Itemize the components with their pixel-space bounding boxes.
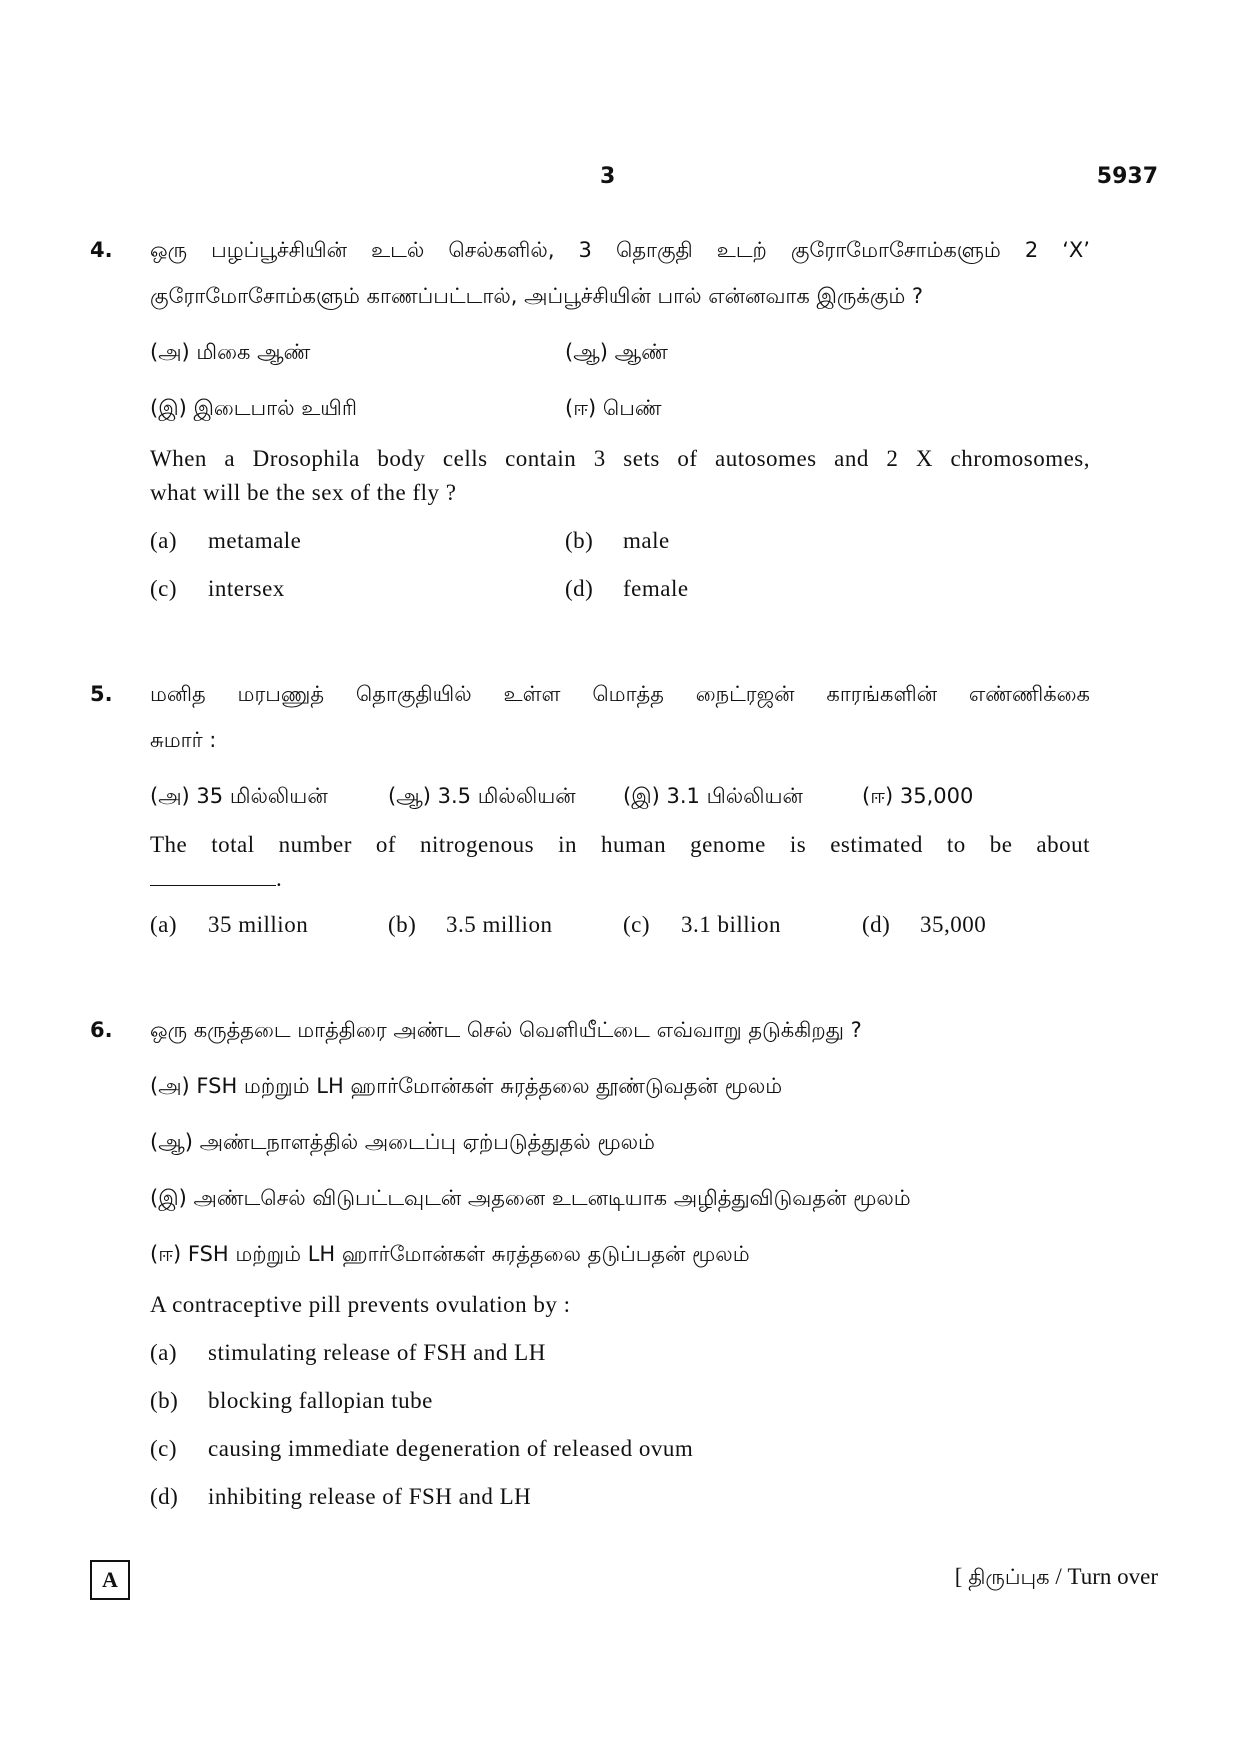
option-label: (d) [862, 912, 891, 937]
option-ta [862, 784, 973, 811]
option-label: (b) [565, 528, 594, 553]
question-text-ta: மனித மரபணுத் தொகுதியில் உள்ள மொத்த நைட்ரஜன் காரங்களின் எண்ணிக்கை [150, 682, 1090, 706]
turn-prefix: [ [954, 1564, 969, 1589]
option-label: (ஆ) [565, 340, 608, 364]
option-label: (ஆ) [150, 1130, 193, 1154]
option-text: 35,000 [899, 784, 974, 808]
option-label: (ஈ) [862, 784, 894, 808]
option-en [388, 912, 552, 938]
question-text-en: When a Drosophila body cells contain 3 sets of autosomes and 2 X chromosomes, [150, 446, 1090, 471]
option-label: (அ) [150, 1074, 190, 1098]
option-en [150, 576, 285, 602]
option-text: 35,000 [920, 912, 987, 937]
page-number: 3 [600, 164, 616, 189]
option-ta [150, 1242, 750, 1269]
option-text: causing immediate degeneration of released ovum [208, 1436, 694, 1461]
option-label: (a) [150, 912, 178, 937]
option-label: (c) [623, 912, 651, 937]
turn-separator: / [1049, 1564, 1068, 1589]
question-text-ta: குரோமோசோம்களும் காணப்பட்டால், அப்பூச்சியின் பால் என்னவாக இருக்கும் ? [150, 284, 924, 308]
option-en [150, 1484, 531, 1510]
option-ta [565, 396, 662, 423]
option-ta [150, 784, 328, 811]
option-label: (ஆ) [388, 784, 431, 808]
option-en [150, 1340, 546, 1366]
option-ta [565, 340, 668, 367]
blank-suffix: . [276, 866, 283, 891]
turn-over-note [955, 1564, 1158, 1592]
option-text: stimulating release of FSH and LH [208, 1340, 546, 1365]
option-text: FSH மற்றும் LH ஹார்மோன்கள் சுரத்தலை தூண்டுவதன் மூலம் [196, 1074, 783, 1098]
question-text-ta: ஒரு பழப்பூச்சியின் உடல் செல்களில், 3 தொகுதி உடற் குரோமோசோம்களும் 2 ‘X’ [150, 238, 1090, 262]
option-text: male [623, 528, 670, 553]
option-label: (b) [388, 912, 417, 937]
question-text-ta: சுமார் : [150, 728, 217, 752]
option-text: பெண் [602, 396, 662, 420]
option-ta [150, 1074, 782, 1101]
answer-blank [150, 866, 282, 892]
option-label: (இ) [150, 1186, 187, 1210]
option-en [150, 528, 301, 554]
option-en [623, 912, 781, 938]
question-text-en: The total number of nitrogenous in human genome is estimated to be about [150, 832, 1090, 857]
option-ta [150, 340, 310, 367]
option-text: blocking fallopian tube [208, 1388, 433, 1413]
option-text: மிகை ஆண் [196, 340, 311, 364]
option-label: (ஈ) [150, 1242, 182, 1266]
option-text: inhibiting release of FSH and LH [208, 1484, 532, 1509]
option-ta [388, 784, 576, 811]
option-text: 3.1 பில்லியன் [666, 784, 803, 808]
option-text: அண்டநாளத்தில் அடைப்பு ஏற்படுத்துதல் மூலம் [199, 1130, 655, 1154]
option-text: இடைபால் உயிரி [193, 396, 357, 420]
option-label: (b) [150, 1388, 179, 1413]
question-text-en: A contraceptive pill prevents ovulation by : [150, 1292, 571, 1317]
option-text: metamale [208, 528, 302, 553]
option-label: (a) [150, 528, 178, 553]
option-label: (அ) [150, 784, 190, 808]
question-text-en: what will be the sex of the fly ? [150, 480, 457, 505]
blank-line [150, 867, 276, 886]
option-label: (d) [565, 576, 594, 601]
option-en [862, 912, 986, 938]
question-number: 4. [90, 238, 113, 262]
option-en [150, 1436, 693, 1462]
option-label: (a) [150, 1340, 178, 1365]
option-ta [623, 784, 803, 811]
option-en [150, 1388, 433, 1414]
option-label: (ஈ) [565, 396, 597, 420]
question-text-ta: ஒரு கருத்தடை மாத்திரை அண்ட செல் வெளியீட்டை எவ்வாறு தடுக்கிறது ? [150, 1018, 862, 1042]
option-text: 35 million [208, 912, 309, 937]
option-ta [150, 396, 357, 423]
option-text: ஆண் [614, 340, 668, 364]
option-text: 3.5 மில்லியன் [437, 784, 576, 808]
option-ta [150, 1130, 655, 1157]
option-label: (c) [150, 1436, 178, 1461]
option-en [150, 912, 308, 938]
paper-code: 5937 [1096, 164, 1158, 189]
option-en [565, 576, 689, 602]
question-number: 6. [90, 1018, 113, 1042]
option-en [565, 528, 670, 554]
option-text: 35 மில்லியன் [196, 784, 328, 808]
series-box: A [90, 1560, 130, 1600]
option-text: intersex [208, 576, 285, 601]
option-text: அண்டசெல் விடுபட்டவுடன் அதனை உடனடியாக அழித்துவிடுவதன் மூலம் [193, 1186, 911, 1210]
question-number: 5. [90, 682, 113, 706]
option-label: (c) [150, 576, 178, 601]
option-label: (d) [150, 1484, 179, 1509]
option-label: (இ) [150, 396, 187, 420]
turn-over-ta: திருப்புக [968, 1565, 1050, 1589]
option-text: FSH மற்றும் LH ஹார்மோன்கள் சுரத்தலை தடுப்பதன் மூலம் [187, 1242, 750, 1266]
option-ta [150, 1186, 911, 1213]
turn-over-en: Turn over [1067, 1564, 1158, 1589]
option-label: (அ) [150, 340, 190, 364]
option-label: (இ) [623, 784, 660, 808]
option-text: female [623, 576, 689, 601]
option-text: 3.1 billion [681, 912, 782, 937]
option-text: 3.5 million [446, 912, 553, 937]
